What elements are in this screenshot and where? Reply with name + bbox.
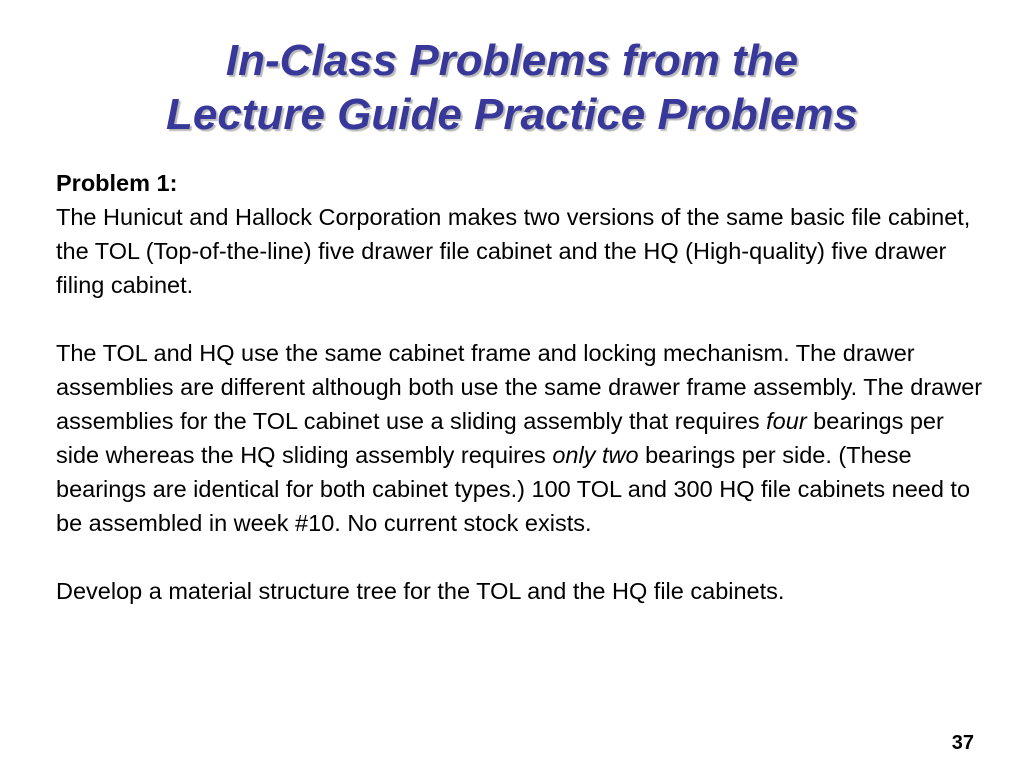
emphasis-four: four	[766, 408, 807, 434]
page-number: 37	[951, 732, 974, 754]
problem-details-paragraph	[56, 336, 986, 540]
details-text-part-2: bearings per side whereas the HQ sliding assembly requires	[56, 408, 944, 468]
slide-title	[0, 34, 1024, 142]
paragraph-spacer	[56, 302, 986, 336]
details-text-part-1: The TOL and HQ use the same cabinet frame and locking mechanism. The drawer assemblies are different although both use the same drawer frame assembly. The drawer assemblies for the TOL cabinet use a sliding assembly that requires	[56, 340, 983, 434]
problem-heading: Problem 1:	[56, 170, 178, 196]
problem-task-paragraph: Develop a material structure tree for the TOL and the HQ file cabinets.	[56, 578, 785, 604]
slide-title-line-2: Lecture Guide Practice Problems	[165, 90, 859, 139]
paragraph-spacer	[56, 540, 986, 574]
slide-body	[56, 166, 986, 608]
emphasis-only-two: only two	[552, 442, 639, 468]
details-text-part-3: bearings per side. (These bearings are identical for both cabinet types.) 100 TOL and 300 HQ file cabinets need to be assembled in week #10. No current stock exists.	[56, 442, 971, 536]
slide-title-line-1: In-Class Problems from the	[225, 36, 799, 85]
problem-intro-paragraph: The Hunicut and Hallock Corporation makes two versions of the same basic file cabinet, the TOL (Top-of-the-line) five drawer file cabinet and the HQ (High-quality) five drawer filing cabinet.	[56, 204, 971, 298]
